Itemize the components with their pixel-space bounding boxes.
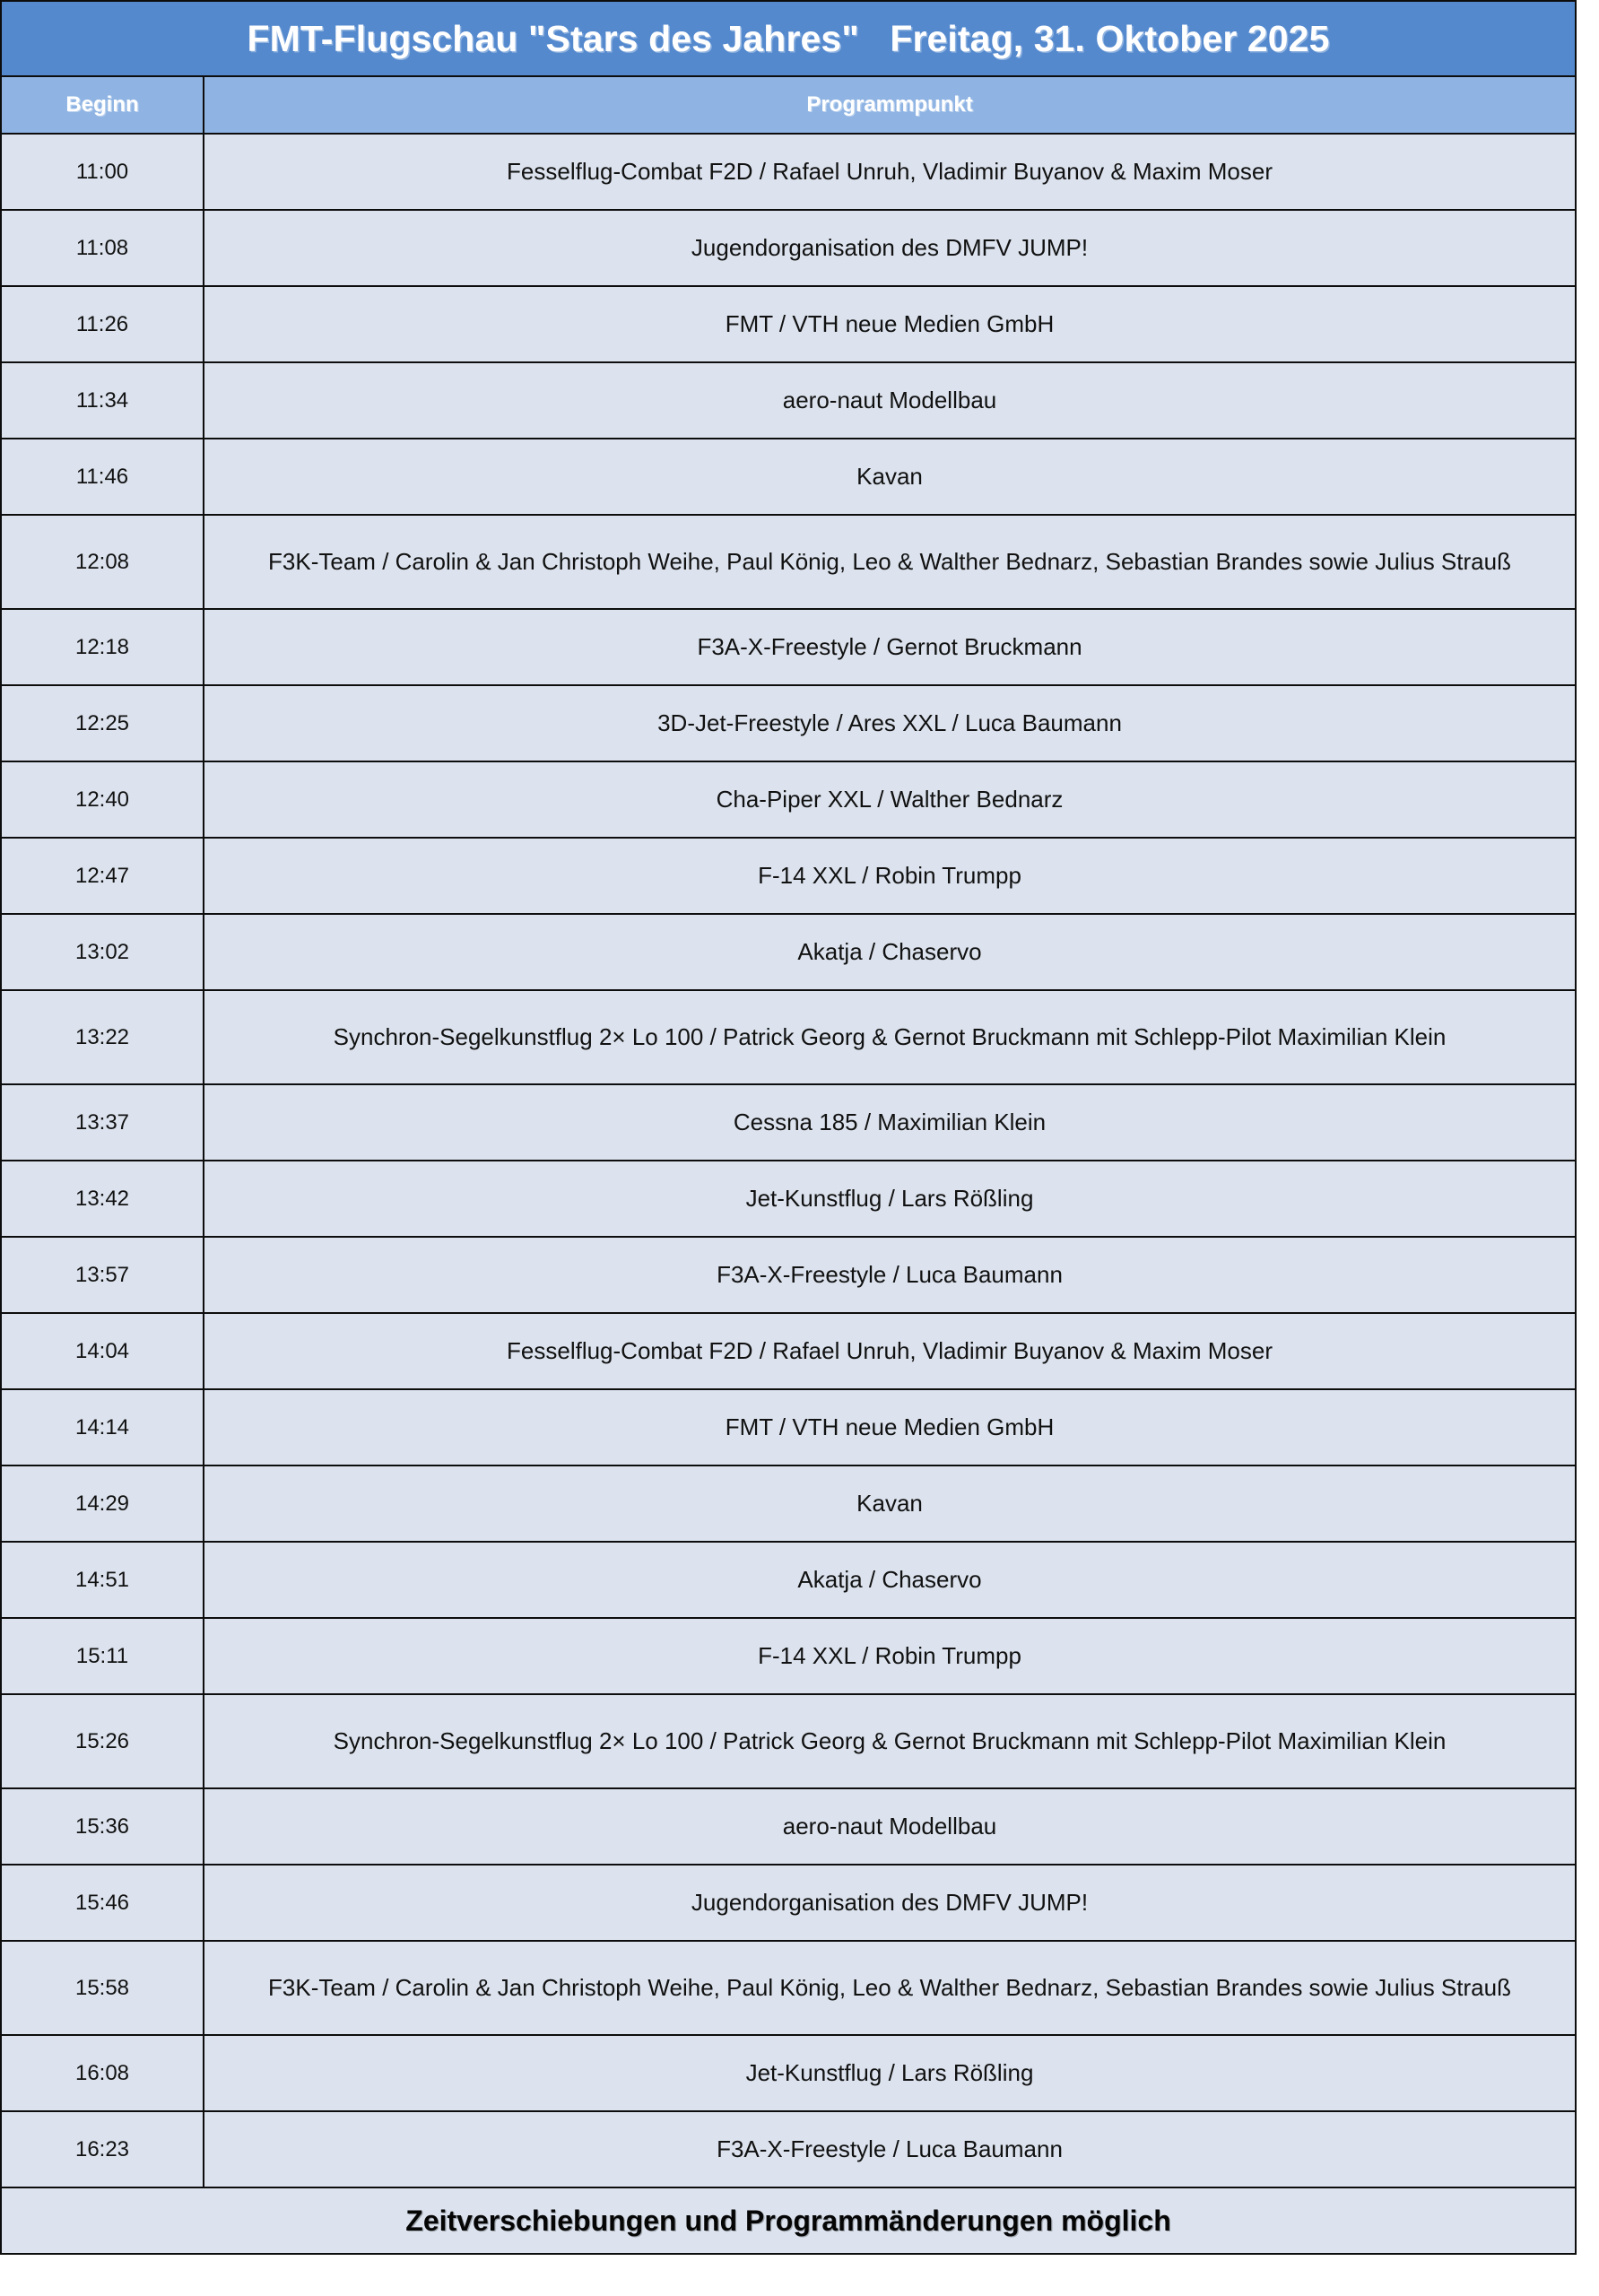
cell-start-time: 12:08 [1,515,204,609]
cell-start-time: 11:26 [1,286,204,362]
table-row [1,1161,1576,1237]
cell-start-time: 14:51 [1,1542,204,1618]
cell-program-item: Jet-Kunstflug / Lars Rößling [204,2035,1576,2111]
cell-program-item: F-14 XXL / Robin Trumpp [204,1618,1576,1694]
cell-start-time: 12:18 [1,609,204,685]
table-row [1,1389,1576,1465]
table-row [1,609,1576,685]
cell-start-time: 11:34 [1,362,204,439]
table-row [1,1237,1576,1313]
table-row [1,2111,1576,2187]
cell-start-time: 14:14 [1,1389,204,1465]
cell-program-item: Cha-Piper XXL / Walther Bednarz [204,761,1576,838]
cell-start-time: 12:25 [1,685,204,761]
table-row [1,286,1576,362]
table-row [1,1865,1576,1941]
cell-start-time: 11:08 [1,210,204,286]
cell-program-item: F3K-Team / Carolin & Jan Christoph Weihe, Paul König, Leo & Walther Bednarz, Sebastian Brandes sowie Julius Strauß [204,515,1576,609]
cell-program-item: FMT / VTH neue Medien GmbH [204,286,1576,362]
cell-program-item: F3A-X-Freestyle / Luca Baumann [204,1237,1576,1313]
footer-note: Zeitverschiebungen und Programmänderungen möglich [1,2187,1576,2254]
table-row [1,838,1576,914]
table-row [1,1618,1576,1694]
cell-start-time: 12:40 [1,761,204,838]
cell-program-item: F3A-X-Freestyle / Luca Baumann [204,2111,1576,2187]
cell-start-time: 15:11 [1,1618,204,1694]
cell-program-item: Jugendorganisation des DMFV JUMP! [204,1865,1576,1941]
table-body [1,134,1576,2187]
cell-start-time: 15:46 [1,1865,204,1941]
table-foot [1,2187,1576,2254]
table-head [1,1,1576,134]
table-row [1,2035,1576,2111]
cell-start-time: 14:04 [1,1313,204,1389]
table-row [1,1313,1576,1389]
cell-program-item: Kavan [204,439,1576,515]
cell-program-item: Kavan [204,1465,1576,1542]
table-row [1,761,1576,838]
cell-program-item: Jet-Kunstflug / Lars Rößling [204,1161,1576,1237]
cell-start-time: 13:37 [1,1084,204,1161]
column-header-beginn: Beginn [1,76,204,134]
table-row [1,362,1576,439]
cell-start-time: 11:46 [1,439,204,515]
table-row [1,914,1576,990]
table-row [1,685,1576,761]
cell-program-item: Fesselflug-Combat F2D / Rafael Unruh, Vladimir Buyanov & Maxim Moser [204,1313,1576,1389]
cell-program-item: Jugendorganisation des DMFV JUMP! [204,210,1576,286]
column-header-row [1,76,1576,134]
cell-start-time: 13:22 [1,990,204,1084]
cell-program-item: 3D-Jet-Freestyle / Ares XXL / Luca Baumann [204,685,1576,761]
table-row [1,990,1576,1084]
cell-start-time: 13:42 [1,1161,204,1237]
table-row [1,1465,1576,1542]
table-row [1,1542,1576,1618]
cell-start-time: 14:29 [1,1465,204,1542]
cell-program-item: Akatja / Chaservo [204,1542,1576,1618]
cell-program-item: Akatja / Chaservo [204,914,1576,990]
cell-program-item: F-14 XXL / Robin Trumpp [204,838,1576,914]
cell-program-item: aero-naut Modellbau [204,362,1576,439]
event-title: FMT-Flugschau "Stars des Jahres" Freitag, 31. Oktober 2025 [1,1,1576,76]
table-row [1,1084,1576,1161]
footer-row [1,2187,1576,2254]
table-row [1,439,1576,515]
table-row [1,1694,1576,1788]
cell-start-time: 16:23 [1,2111,204,2187]
cell-start-time: 16:08 [1,2035,204,2111]
cell-start-time: 15:58 [1,1941,204,2035]
cell-program-item: Synchron-Segelkunstflug 2× Lo 100 / Patrick Georg & Gernot Bruckmann mit Schlepp-Pilot Maximilian Klein [204,1694,1576,1788]
table-row [1,515,1576,609]
cell-start-time: 12:47 [1,838,204,914]
cell-start-time: 13:02 [1,914,204,990]
table-row [1,134,1576,210]
cell-program-item: Synchron-Segelkunstflug 2× Lo 100 / Patrick Georg & Gernot Bruckmann mit Schlepp-Pilot Maximilian Klein [204,990,1576,1084]
cell-program-item: F3K-Team / Carolin & Jan Christoph Weihe, Paul König, Leo & Walther Bednarz, Sebastian Brandes sowie Julius Strauß [204,1941,1576,2035]
cell-program-item: Fesselflug-Combat F2D / Rafael Unruh, Vladimir Buyanov & Maxim Moser [204,134,1576,210]
column-header-programmpunkt: Programmpunkt [204,76,1576,134]
cell-program-item: aero-naut Modellbau [204,1788,1576,1865]
cell-start-time: 11:00 [1,134,204,210]
cell-program-item: F3A-X-Freestyle / Gernot Bruckmann [204,609,1576,685]
cell-program-item: Cessna 185 / Maximilian Klein [204,1084,1576,1161]
cell-start-time: 15:26 [1,1694,204,1788]
table-row [1,1788,1576,1865]
title-row [1,1,1576,76]
cell-start-time: 15:36 [1,1788,204,1865]
cell-program-item: FMT / VTH neue Medien GmbH [204,1389,1576,1465]
table-row [1,210,1576,286]
table-row [1,1941,1576,2035]
cell-start-time: 13:57 [1,1237,204,1313]
